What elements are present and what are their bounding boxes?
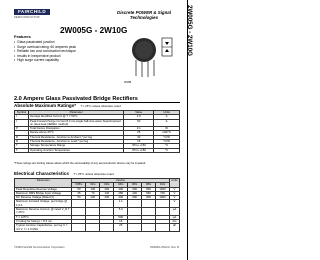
units-cell: A²s (169, 219, 179, 223)
value-cell (72, 208, 86, 216)
value-cell (156, 200, 170, 208)
value-cell: 1000 (156, 187, 170, 191)
value-cell (86, 208, 100, 216)
value-cell (128, 224, 142, 232)
units-cell: µA (169, 208, 179, 216)
units-cell: A (154, 115, 180, 119)
parameter-cell: Average Rectified Current @ T = 50°C (28, 115, 123, 119)
value-cell (100, 224, 114, 232)
units-cell: V (169, 187, 179, 191)
units-cell: µA (169, 215, 179, 219)
header-cell: Units (169, 179, 179, 188)
device-header-cell: 04G (114, 183, 128, 187)
parameter-cell: I²t rating for fusing t < 8.3 ms (15, 219, 72, 223)
value-cell: 40 (124, 135, 154, 139)
abs-max-footnote: *These ratings are limiting values above which the serviceability of any semiconductor device may be impaired. (14, 162, 147, 165)
units-cell: V (169, 200, 179, 208)
value-cell: 25 (114, 224, 128, 232)
units-cell: °C/W (154, 135, 180, 139)
units-cell: W (154, 127, 180, 131)
header-cell: Device (72, 179, 169, 183)
device-header-cell: 005G (72, 183, 86, 187)
header-cell: Units (154, 111, 180, 115)
value-cell: 5.0 (114, 208, 128, 216)
value-cell (100, 208, 114, 216)
abs-max-title (14, 103, 121, 108)
parameter-cell: Maximum Reverse Current, @ rated V_R T = 25°C (15, 208, 72, 216)
parameter-cell: DC Reverse Voltage (Rated V) (15, 196, 72, 200)
header-cell: Parameter (15, 179, 72, 188)
package-lead-3 (148, 61, 149, 77)
value-cell: -55 to +150 (124, 144, 154, 148)
value-cell: 50 (72, 187, 86, 191)
units-cell: °C (154, 144, 180, 148)
value-cell: 1.1 (114, 200, 128, 208)
value-cell: 15 (114, 219, 128, 223)
symbol-cell: R (15, 135, 29, 139)
units-cell: °C/W (154, 140, 180, 144)
value-cell (72, 200, 86, 208)
brand-line-1: Discrete POWER & Signal (117, 10, 171, 15)
value-cell (156, 208, 170, 216)
electrical-table (14, 178, 180, 232)
parameter-cell: Derate above 25°C (28, 131, 123, 135)
symbol-cell: P (15, 127, 29, 131)
value-cell: 500 (114, 215, 128, 219)
parameter-cell: Peak Repetitive Reverse Voltage (15, 187, 72, 191)
abs-max-note: T = 25°C unless otherwise noted (80, 104, 121, 108)
table-row (15, 224, 180, 232)
value-cell: 560 (142, 191, 156, 195)
part-title: 2W005G - 2W10G (60, 26, 128, 35)
value-cell: 400 (114, 196, 128, 200)
parameter-cell: Thermal Resistance, Junction to Ambient,* per leg (28, 135, 123, 139)
value-cell: 100 (86, 196, 100, 200)
footer-revision: 2W005G-2W10G, Rev. B (150, 246, 179, 249)
units-cell: °C (154, 148, 180, 152)
header-cell: Symbol (15, 111, 29, 115)
bridge-diode-top (165, 42, 169, 45)
value-cell: 25 (124, 131, 154, 135)
value-cell: 70 (86, 191, 100, 195)
device-header-cell: 06G (128, 183, 142, 187)
package-label: WOB (124, 80, 132, 84)
value-cell: 60 (124, 119, 154, 127)
value-cell: 280 (114, 191, 128, 195)
electrical-title-text: Electrical Characteristics (14, 171, 69, 176)
value-cell (156, 224, 170, 232)
symbol-cell: R (15, 140, 29, 144)
value-cell: 200 (100, 196, 114, 200)
value-cell: 600 (128, 196, 142, 200)
value-cell (128, 208, 142, 216)
value-cell: 420 (128, 191, 142, 195)
value-cell: 50 (72, 196, 86, 200)
symbol-cell: I (15, 119, 29, 127)
parameter-cell: T = 125°C (15, 215, 72, 219)
units-cell: V (169, 191, 179, 195)
units-cell: A (154, 119, 180, 127)
brand-line-2: Technologies (129, 15, 159, 21)
feature-item: • results in inexpensive product (14, 54, 94, 59)
parameter-cell: Operating Junction Temperature (28, 148, 123, 152)
value-cell: 800 (142, 187, 156, 191)
table-row (15, 208, 180, 216)
value-cell: 400 (114, 187, 128, 191)
value-cell: 800 (142, 196, 156, 200)
value-cell: 200 (100, 187, 114, 191)
logo-text: FAIRCHILD (17, 8, 47, 14)
units-cell: mW/°C (154, 131, 180, 135)
bridge-diode-bottom (165, 49, 169, 52)
device-header-cell: 02G (100, 183, 114, 187)
value-cell: 15 (124, 140, 154, 144)
value-cell: 1000 (156, 196, 170, 200)
package-lead-1 (136, 60, 137, 76)
main-title: 2.0 Ampere Glass Passivated Bridge Rectifiers (14, 96, 138, 102)
side-title: 2W005G - 2W10G (186, 5, 193, 56)
value-cell: 140 (100, 191, 114, 195)
feature-item: • High surge current capability (14, 58, 94, 63)
package-face (135, 41, 153, 59)
value-cell (86, 200, 100, 208)
feature-item: • Glass passivated junction (14, 40, 94, 45)
electrical-note: T = 25°C unless otherwise noted (73, 172, 114, 176)
device-header-cell: 01G (86, 183, 100, 187)
electrical-table-body (15, 187, 180, 231)
device-header-cell: 10G (156, 183, 170, 187)
value-cell: 100 (86, 187, 100, 191)
value-cell (128, 200, 142, 208)
features-heading: Features (14, 34, 31, 39)
value-cell: -55 to +150 (124, 148, 154, 152)
units-cell: pF (169, 224, 179, 232)
table-row (15, 148, 180, 152)
value-cell: 2.0 (124, 115, 154, 119)
parameter-cell: Storage Temperature Range (28, 144, 123, 148)
header-cell: Value (124, 111, 154, 115)
abs-max-title-text: Absolute Maximum Ratings* (14, 103, 77, 108)
parameter-cell: Thermal Resistance, Junction to Lead,* per leg (28, 140, 123, 144)
parameter-cell: Peak Forward Surge Current 8.3 ms single half-sine-wave Superimposed on rated load (JEDEC method) (28, 119, 123, 127)
value-cell: 3.1 (124, 127, 154, 131)
header-cell: Parameter (28, 111, 123, 115)
symbol-cell: T (15, 144, 29, 148)
footer-copyright: ©1999 Fairchild Semiconductor Corporation (14, 246, 65, 249)
value-cell (142, 208, 156, 216)
package-lead-4 (154, 60, 155, 76)
parameter-cell: Total Device Dissipation (28, 127, 123, 131)
symbol-cell: T (15, 148, 29, 152)
value-cell (100, 200, 114, 208)
abs-max-table (14, 110, 180, 153)
units-cell: V (169, 196, 179, 200)
features-list (14, 40, 94, 63)
parameter-cell: Maximum Forward Voltage, per bridge @ 1.0 A (15, 200, 72, 208)
value-cell (142, 224, 156, 232)
device-header-cell: 08G (142, 183, 156, 187)
package-lead-2 (142, 61, 143, 77)
package-diagram (118, 34, 178, 84)
fairchild-logo (14, 9, 50, 15)
feature-item: • Reliable low cost construction technique (14, 49, 94, 54)
value-cell (72, 224, 86, 232)
value-cell: 600 (128, 187, 142, 191)
parameter-cell: Typical Junction Capacitance, per leg V = 4.0 V, f = 1.0 MHz (15, 224, 72, 232)
electrical-title (14, 171, 114, 176)
logo-subtext: SEMICONDUCTOR (14, 16, 40, 19)
feature-item: • Surge overload rating: 60 amperes peak (14, 45, 94, 50)
brand-block (108, 10, 180, 20)
value-cell (86, 224, 100, 232)
value-cell (142, 200, 156, 208)
value-cell: 35 (72, 191, 86, 195)
symbol-cell: I (15, 115, 29, 119)
value-cell: 700 (156, 191, 170, 195)
parameter-cell: Maximum RMS Bridge Input Voltage (15, 191, 72, 195)
